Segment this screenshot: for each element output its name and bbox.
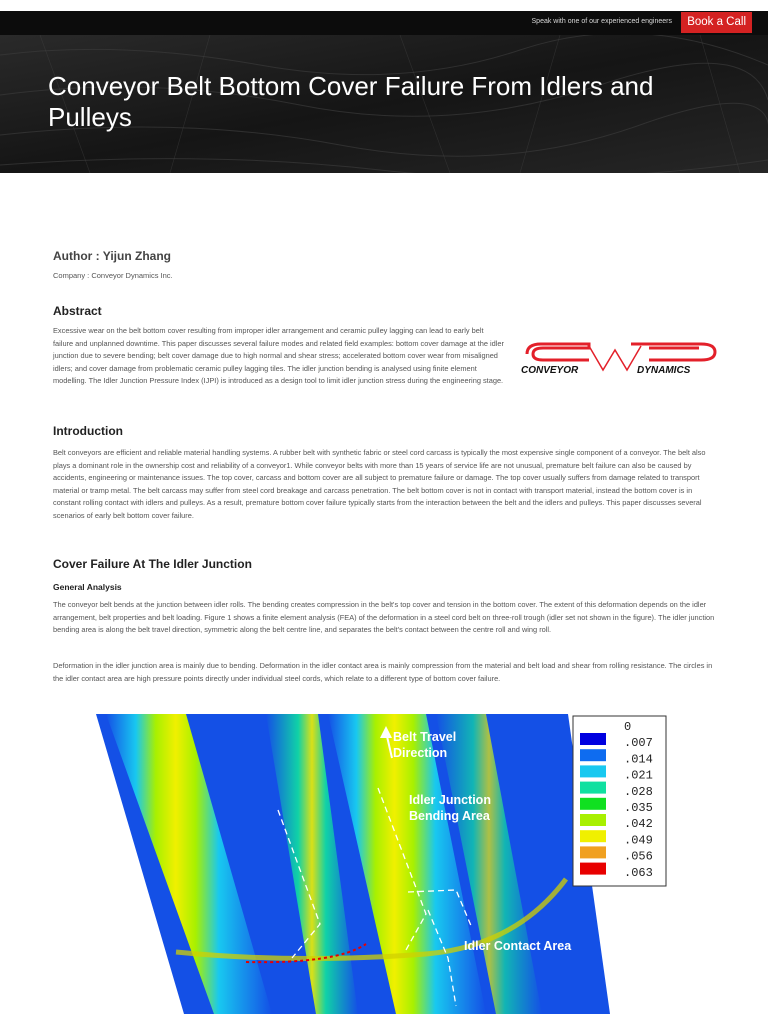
fea-legend-value: .028 (624, 784, 653, 799)
fea-legend-value: .049 (624, 833, 653, 848)
fea-legend-swatch (580, 814, 606, 826)
conveyor-dynamics-logo (519, 340, 719, 380)
fea-legend-swatch (580, 798, 606, 810)
fea-label-contact: Idler Contact Area (464, 939, 572, 953)
introduction-text: Belt conveyors are efficient and reliable material handling systems. A rubber belt with synthetic fabric or steel cord carcass is typically the most expensive single component of a conveyor. The belt also plays a dominant role in the ownership cost and reliability of a conveyor1. While conveyor belts with more than 15 years of service life are not unusual, premature belt failure can also be caused by accidents, engineering or maintenance issues. The top cover, carcass and bottom cover are all subject to premature failure or damage. The top cover usually suffers from damage related to transport material or tramp metal. The belt carcass may suffer from steel cord breakage and carcass penetration. The belt bottom cover is not in contact with transport material, instead the bottom cover is in constant rolling contact with idlers and pulleys. As a result, premature bottom cover failure typically starts from the interaction between the belt and the idlers and pulleys. This paper discusses several scenarios of early belt bottom cover failure. (53, 448, 706, 520)
abstract-text: Excessive wear on the belt bottom cover resulting from improper idler arrangement and ceramic pulley lagging can lead to early belt failure and unplanned downtime. This paper discusses several failure modes and related field examples: bottom cover damage at the idler junction due to severe bending; belt cover damage due to high normal and shear stress; accelerated bottom cover wear from misaligned idlers; and cover damage from problematic ceramic pulley lagging tiles. The idler junction bending is analysed using finite element modelling. The Idler Junction Pressure Index (IJPI) is introduced as a design tool to limit idler junction stress during the engineering stage. (53, 326, 504, 386)
fea-legend-swatch (580, 782, 606, 794)
logo-swoosh-right (631, 344, 715, 360)
logo-swoosh-left (527, 344, 589, 360)
logo-w-mark (589, 346, 641, 370)
fea-legend-value: .056 (624, 849, 653, 864)
general-analysis-para2: Deformation in the idler junction area is mainly due to bending. Deformation in the idler contact area is mainly compression from the material and belt load and shear from rolling resistance. The circles in the idler contact area are high pressure points directly under individual steel cords, which relate to a different type of bottom cover failure. (53, 661, 713, 683)
topbar-tagline: Speak with one of our experienced engineers (531, 18, 672, 25)
top-bar (0, 11, 768, 35)
fea-legend-value: .021 (624, 768, 653, 783)
fea-legend-swatch (580, 733, 606, 745)
page-title: Conveyor Belt Bottom Cover Failure From Idlers and Pulleys (48, 71, 654, 132)
fea-figure (96, 714, 668, 1014)
fea-legend-swatch (580, 765, 606, 777)
fea-legend-swatch (580, 863, 606, 875)
introduction-heading: Introduction (53, 424, 123, 438)
fea-legend-value: .063 (624, 865, 653, 880)
logo-word-right: DYNAMICS (637, 365, 691, 376)
hero-banner (0, 35, 768, 173)
fea-legend (573, 716, 666, 886)
fea-label-travel-2: Direction (393, 746, 448, 760)
book-a-call-button[interactable]: Book a Call (681, 12, 752, 33)
fea-legend-swatch (580, 846, 606, 858)
fea-legend-value: .035 (624, 801, 653, 815)
fea-legend-value: .014 (624, 752, 653, 767)
fea-legend-swatch (580, 830, 606, 842)
abstract-heading: Abstract (53, 304, 102, 318)
author-company: Company : Conveyor Dynamics Inc. (53, 271, 173, 280)
fea-legend-value: .007 (624, 736, 653, 751)
author-name: Author : Yijun Zhang (53, 249, 171, 263)
general-analysis-subheading: General Analysis (53, 582, 122, 592)
fea-legend-swatch (580, 749, 606, 761)
general-analysis-para1: The conveyor belt bends at the junction between idler rolls. The bending creates compression in the belt's top cover and tension in the bottom cover. The extent of this deformation depends on the idler arrangement, belt properties and belt loading. Figure 1 shows a finite element analysis (FEA) of the deformation in a steel cord belt on three-roll trough (idler set not shown in the figure). The idler junction bending area is along the belt travel direction, symmetric along the belt centre line, and separates the belt's contact between the centre roll and wing roll. (53, 600, 715, 635)
logo-word-left: CONVEYOR (521, 365, 579, 376)
fea-legend-value: .042 (624, 817, 653, 832)
fea-label-travel-1: Belt Travel (393, 730, 457, 744)
idler-section-heading: Cover Failure At The Idler Junction (53, 557, 252, 571)
fea-legend-value: 0 (624, 720, 632, 734)
fea-label-junction-1: Idler Junction (409, 793, 491, 807)
fea-label-junction-2: Bending Area (409, 809, 490, 823)
